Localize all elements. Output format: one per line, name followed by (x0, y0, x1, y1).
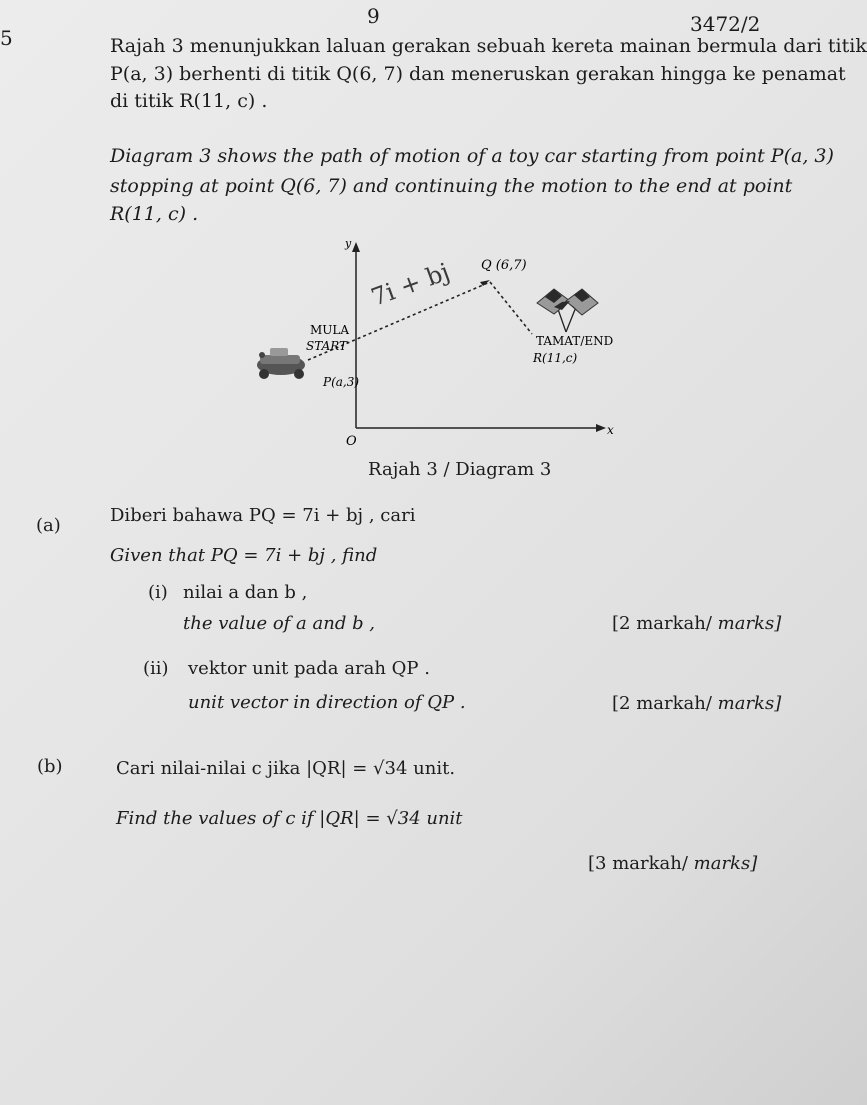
q-label: Q (6,7) (481, 258, 527, 273)
x-axis-arrow (596, 424, 606, 432)
toy-car-icon (257, 348, 305, 379)
part-b-marks-ms: [3 markah/ (588, 853, 688, 874)
part-b-marks-en: marks] (693, 853, 758, 874)
part-a-i-en: the value of a and b , (183, 613, 376, 634)
part-a-given-en: Given that PQ = 7i + bj , find (110, 545, 378, 566)
part-a-label: (a) (36, 515, 61, 536)
part-a-ii-label: (ii) (143, 658, 169, 679)
part-a-given-ms: Diberi bahawa PQ = 7i + bj , cari (110, 505, 416, 526)
start-en-label: START (306, 339, 348, 353)
part-a-i-marks (612, 613, 781, 634)
path-diagram (240, 232, 660, 454)
question-number: 5 (0, 26, 13, 50)
stem-en-line-3: R(11, c) . (110, 203, 199, 225)
paper-code: 3472/2 (690, 12, 761, 36)
part-b-marks (588, 853, 757, 874)
x-axis-label: x (607, 423, 614, 437)
part-a-ii-marks-ms: [2 markah/ (612, 693, 712, 714)
part-a-i-label: (i) (148, 582, 168, 603)
finish-flags-icon (537, 289, 598, 332)
diagram-caption: Rajah 3 / Diagram 3 (368, 459, 552, 480)
origin-label: O (346, 434, 357, 449)
path-qr (490, 282, 532, 334)
part-b-en: Find the values of c if |QR| = √34 unit (116, 808, 463, 829)
part-b-ms: Cari nilai-nilai c jika |QR| = √34 unit. (116, 758, 456, 779)
part-a-i-ms: nilai a dan b , (183, 582, 308, 603)
end-label: TAMAT/END (536, 334, 614, 348)
part-b-label: (b) (37, 756, 63, 777)
stem-ms-line-3: di titik R(11, c) . (110, 90, 268, 112)
handwritten-note: 7i + bj (367, 257, 454, 312)
y-axis-label: y (345, 237, 352, 250)
part-a-ii-marks (612, 693, 781, 714)
stem-en-line-1: Diagram 3 shows the path of motion of a toy car starting from point P(a, 3) (110, 145, 834, 167)
stem-ms-line-2: P(a, 3) berhenti di titik Q(6, 7) dan meneruskan gerakan hingga ke penamat (110, 63, 846, 85)
part-a-i-marks-ms: [2 markah/ (612, 613, 712, 634)
stem-en-line-2: stopping at point Q(6, 7) and continuing the motion to the end at point (110, 175, 793, 197)
part-a-ii-marks-en: marks] (717, 693, 782, 714)
p-label: P(a,3) (323, 375, 360, 389)
part-a-i-marks-en: marks] (717, 613, 782, 634)
start-ms-label: MULA (310, 323, 350, 337)
stem-ms-line-1: Rajah 3 menunjukkan laluan gerakan sebuah kereta mainan bermula dari titik (110, 35, 867, 57)
part-a-ii-ms: vektor unit pada arah QP . (188, 658, 430, 679)
y-axis-arrow (352, 242, 360, 252)
page-number: 9 (367, 4, 380, 28)
r-label: R(11,c) (533, 351, 578, 365)
part-a-ii-en: unit vector in direction of QP . (188, 692, 466, 713)
